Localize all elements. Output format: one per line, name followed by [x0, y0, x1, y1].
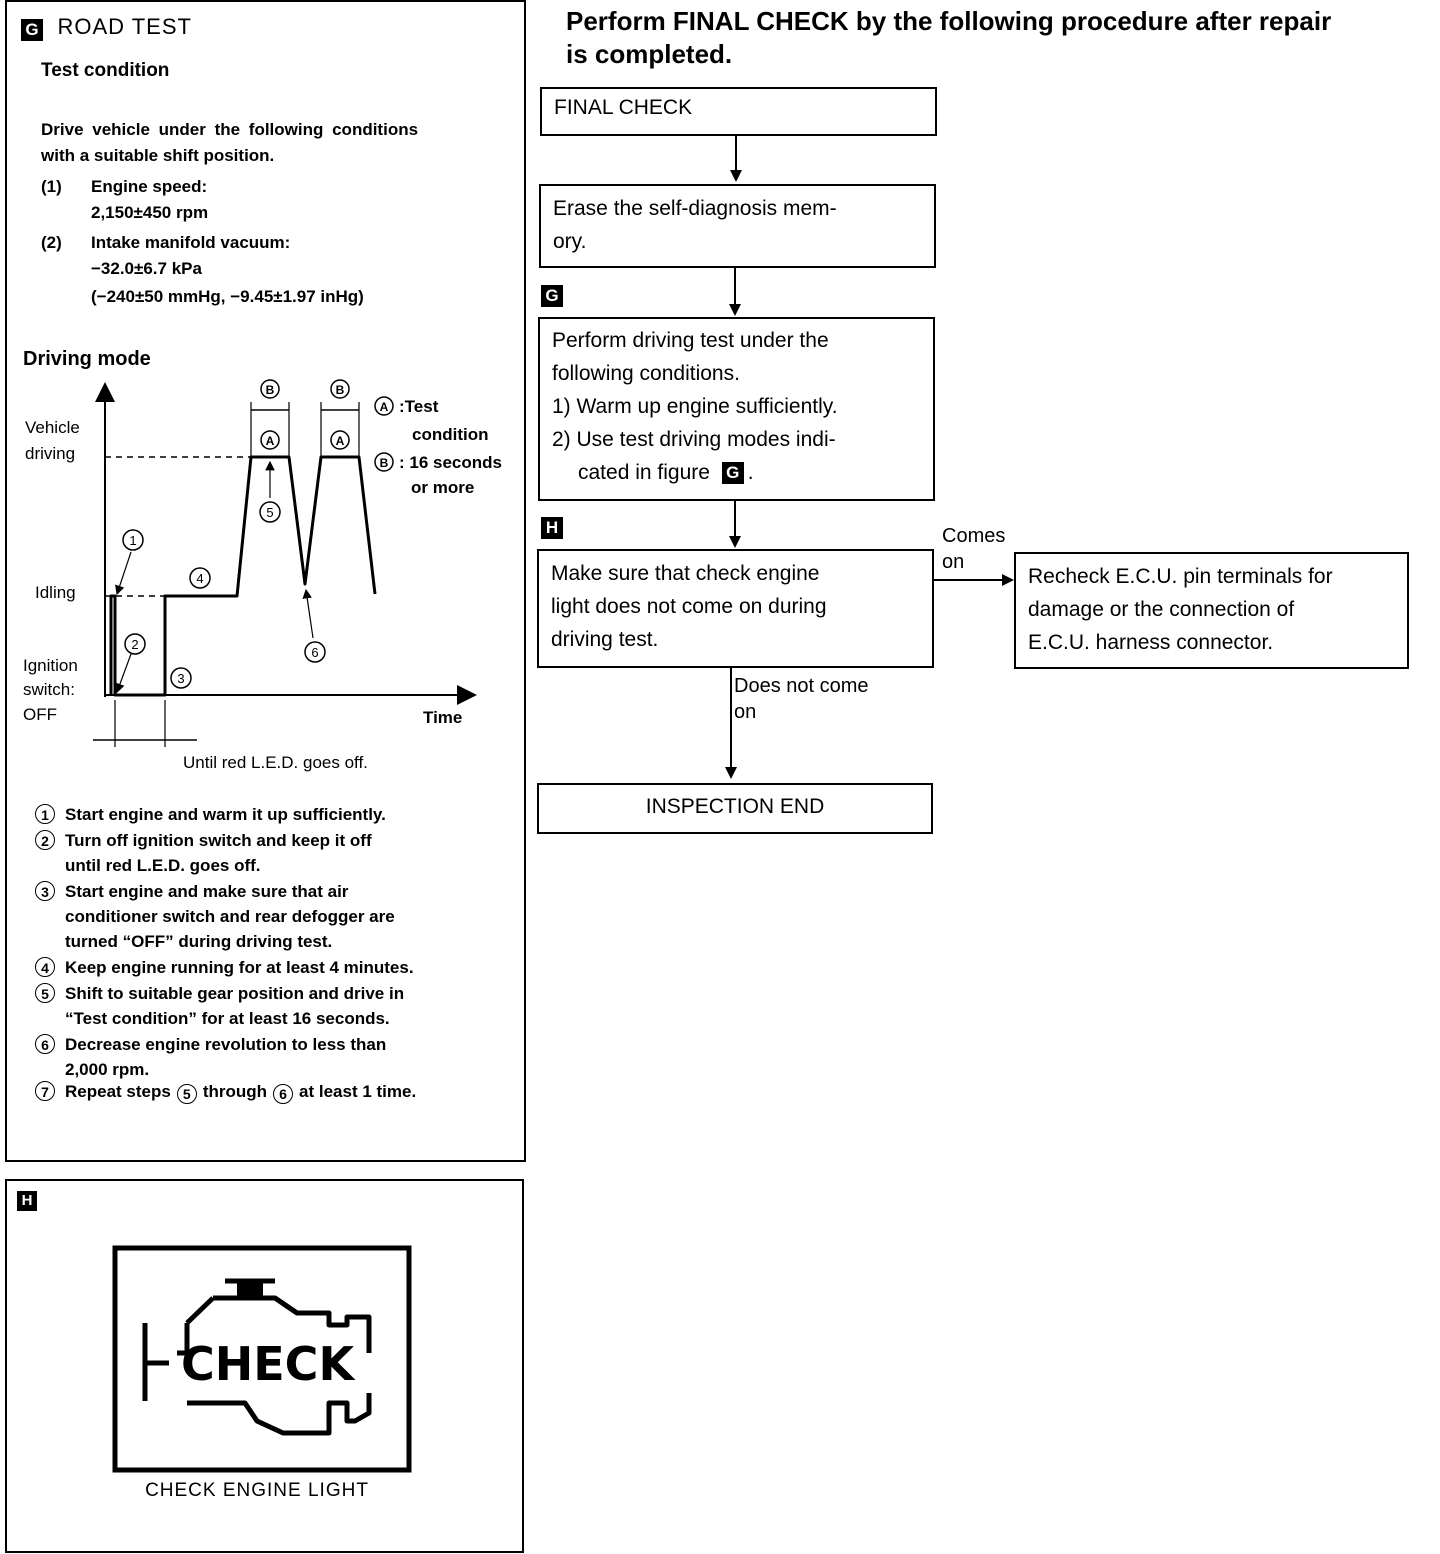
step-text-line: “Test condition” for at least 16 seconds.: [65, 1009, 390, 1028]
step-text: [65, 802, 386, 827]
condition-1-number: (1): [41, 177, 62, 196]
condition-2-label: Intake manifold vacuum:: [91, 233, 291, 252]
erase-line-1: Erase the self-diagnosis mem-: [553, 197, 837, 220]
legend-b-text-2: or more: [411, 478, 475, 497]
perform-line-1: Perform driving test under the: [552, 329, 829, 352]
step-number: 1: [35, 804, 55, 824]
make-sure-line-1: Make sure that check engine: [551, 562, 820, 585]
step-text-line: 2,000 rpm.: [65, 1060, 150, 1079]
step-7-text-a: Repeat steps: [65, 1082, 171, 1101]
step-text-line: Start engine and warm it up sufficiently.: [65, 805, 386, 824]
svg-text:6: 6: [311, 645, 319, 660]
marker-2: [125, 634, 145, 654]
svg-text:3: 3: [177, 671, 185, 686]
svg-text:A: A: [379, 400, 389, 414]
step-text-line: Turn off ignition switch and keep it off: [65, 831, 372, 850]
intro-line-1: Drive vehicle under the following conditions: [41, 120, 419, 139]
x-axis-label: Time: [423, 708, 463, 727]
perform-line-5: [552, 456, 921, 489]
condition-2-number: (2): [41, 233, 62, 252]
make-sure-line-3: driving test.: [551, 628, 659, 651]
leader-1: [117, 552, 131, 594]
check-icon-text: CHECK: [181, 1337, 355, 1391]
recheck-line-1: Recheck E.C.U. pin terminals for: [1028, 565, 1333, 588]
step-7-text: [65, 1079, 416, 1104]
svg-text:B: B: [265, 383, 275, 397]
recheck-line-3: E.C.U. harness connector.: [1028, 631, 1274, 654]
step-text: [65, 955, 414, 980]
y-label-vehicle: Vehicle: [25, 418, 80, 437]
svg-text:2: 2: [131, 637, 139, 652]
step-text-line: Shift to suitable gear position and drive in: [65, 984, 405, 1003]
condition-1-value: 2,150±450 rpm: [91, 203, 209, 222]
y-label-switch: switch:: [23, 680, 75, 699]
page-header: [566, 5, 1436, 71]
legend-a-text-1: :Test: [399, 397, 439, 416]
header-line-2: is completed.: [566, 39, 733, 69]
step-number: 5: [35, 983, 55, 1003]
does-not-come-line-1: Does not come: [734, 675, 869, 697]
erase-memory-box: [539, 184, 936, 268]
perform-line-5b: .: [747, 461, 754, 484]
step-item: [35, 981, 520, 1031]
steps-list: [35, 802, 520, 1083]
flow-badge-h: H: [541, 517, 563, 539]
step-7: [35, 1079, 520, 1104]
arrow-erase-to-perform: [725, 268, 745, 318]
step-7-ref-6: 6: [273, 1084, 293, 1104]
recheck-ecu-box: [1014, 552, 1409, 669]
step-item: [35, 1032, 520, 1082]
marker-b-2: [331, 380, 349, 398]
arrow-final-to-erase: [726, 136, 746, 184]
road-test-title: ROAD TEST: [57, 14, 192, 39]
y-label-idling: Idling: [35, 583, 76, 602]
condition-1-label: Engine speed:: [91, 177, 208, 196]
step-text-line: Start engine and make sure that air: [65, 882, 349, 901]
step-7-text-b: through: [202, 1082, 268, 1101]
panel-h-badge-wrap: [17, 1191, 37, 1211]
step-text: [65, 981, 404, 1031]
final-check-text: FINAL CHECK: [554, 96, 693, 119]
section-badge-h: H: [17, 1191, 37, 1211]
marker-4: [190, 568, 210, 588]
legend-marker-b: [375, 453, 393, 471]
step-number: 6: [35, 1034, 55, 1054]
y-label-driving: driving: [25, 444, 76, 463]
svg-text:A: A: [265, 434, 275, 448]
condition-2-value: −32.0±6.7 kPa: [91, 259, 202, 278]
step-text-line: Keep engine running for at least 4 minutes.: [65, 958, 414, 977]
step-text-line: until red L.E.D. goes off.: [65, 856, 261, 875]
step-text-line: conditioner switch and rear defogger are: [65, 907, 395, 926]
comes-on-line-1: Comes: [942, 525, 1006, 547]
legend-a-text-2: condition: [412, 425, 489, 444]
marker-3: [171, 668, 191, 688]
perform-line-2: following conditions.: [552, 362, 740, 385]
step-text-line: Decrease engine revolution to less than: [65, 1035, 387, 1054]
condition-2-alt: (−240±50 mmHg, −9.45±1.97 inHg): [91, 287, 364, 306]
step-number: 3: [35, 881, 55, 901]
step-item: [35, 802, 520, 827]
marker-1: [123, 530, 143, 550]
road-test-header: [21, 14, 192, 41]
svg-text:B: B: [379, 456, 389, 470]
marker-a-2: [331, 431, 349, 449]
final-check-box: [540, 87, 937, 136]
flow-badge-g-wrap: [541, 285, 563, 307]
until-led-label: Until red L.E.D. goes off.: [183, 753, 368, 772]
perform-line-5a: cated in figure: [578, 461, 710, 484]
inspection-end-text: INSPECTION END: [645, 795, 825, 818]
step-7-number: 7: [35, 1081, 55, 1101]
road-test-panel: [5, 0, 526, 1162]
arrow-to-recheck: [934, 570, 1016, 590]
marker-6: [305, 642, 325, 662]
marker-a-1: [261, 431, 279, 449]
driving-mode-heading: Driving mode: [23, 348, 151, 370]
svg-text:1: 1: [129, 533, 137, 548]
y-label-off: OFF: [23, 705, 57, 724]
marker-b-1: [261, 380, 279, 398]
recheck-line-2: damage or the connection of: [1028, 598, 1295, 621]
comes-on-label: [942, 523, 1005, 575]
inspection-end-box: [537, 783, 933, 834]
step-item: [35, 828, 520, 878]
step-number: 2: [35, 830, 55, 850]
flow-badge-g: G: [541, 285, 563, 307]
flow-badge-h-wrap: [541, 517, 563, 539]
step-7-text-c: at least 1 time.: [299, 1082, 417, 1101]
make-sure-box: [537, 549, 934, 668]
section-badge-g: G: [21, 19, 43, 41]
step-7-ref-5: 5: [177, 1084, 197, 1104]
perform-ref-g: G: [722, 462, 744, 484]
step-number: 4: [35, 957, 55, 977]
step-item: [35, 879, 520, 954]
step-text-line: turned “OFF” during driving test.: [65, 932, 333, 951]
y-label-ignition: Ignition: [23, 656, 78, 675]
test-condition-heading: Test condition: [41, 60, 170, 81]
leader-6: [306, 590, 313, 638]
svg-text:4: 4: [196, 571, 204, 586]
legend-b-text-1: : 16 seconds: [399, 453, 502, 472]
comes-on-line-2: on: [942, 551, 965, 573]
leader-2: [117, 654, 131, 692]
driving-profile-line: [111, 457, 375, 695]
make-sure-line-2: light does not come on during: [551, 595, 827, 618]
does-not-come-on-label: [734, 673, 869, 725]
svg-text:B: B: [335, 383, 345, 397]
arrow-perform-to-makesure: [725, 501, 745, 550]
does-not-come-line-2: on: [734, 701, 757, 723]
marker-5: [260, 502, 280, 522]
svg-text:5: 5: [266, 505, 274, 520]
intro-line-2: with a suitable shift position.: [41, 146, 275, 165]
erase-line-2: ory.: [553, 230, 587, 253]
step-item: [35, 955, 520, 980]
check-engine-light-panel: [5, 1179, 524, 1553]
perform-line-3: 1) Warm up engine sufficiently.: [552, 395, 838, 418]
legend-marker-a: [375, 397, 393, 415]
step-text: [65, 879, 395, 954]
check-engine-light-caption: CHECK ENGINE LIGHT: [145, 1480, 369, 1501]
check-engine-icon: [107, 1243, 419, 1475]
header-line-1: Perform FINAL CHECK by the following procedure after repair: [566, 6, 1332, 36]
perform-line-4: 2) Use test driving modes indi-: [552, 428, 836, 451]
step-text: [65, 828, 372, 878]
step-text: [65, 1032, 386, 1082]
perform-driving-test-box: [538, 317, 935, 501]
svg-text:A: A: [335, 434, 345, 448]
